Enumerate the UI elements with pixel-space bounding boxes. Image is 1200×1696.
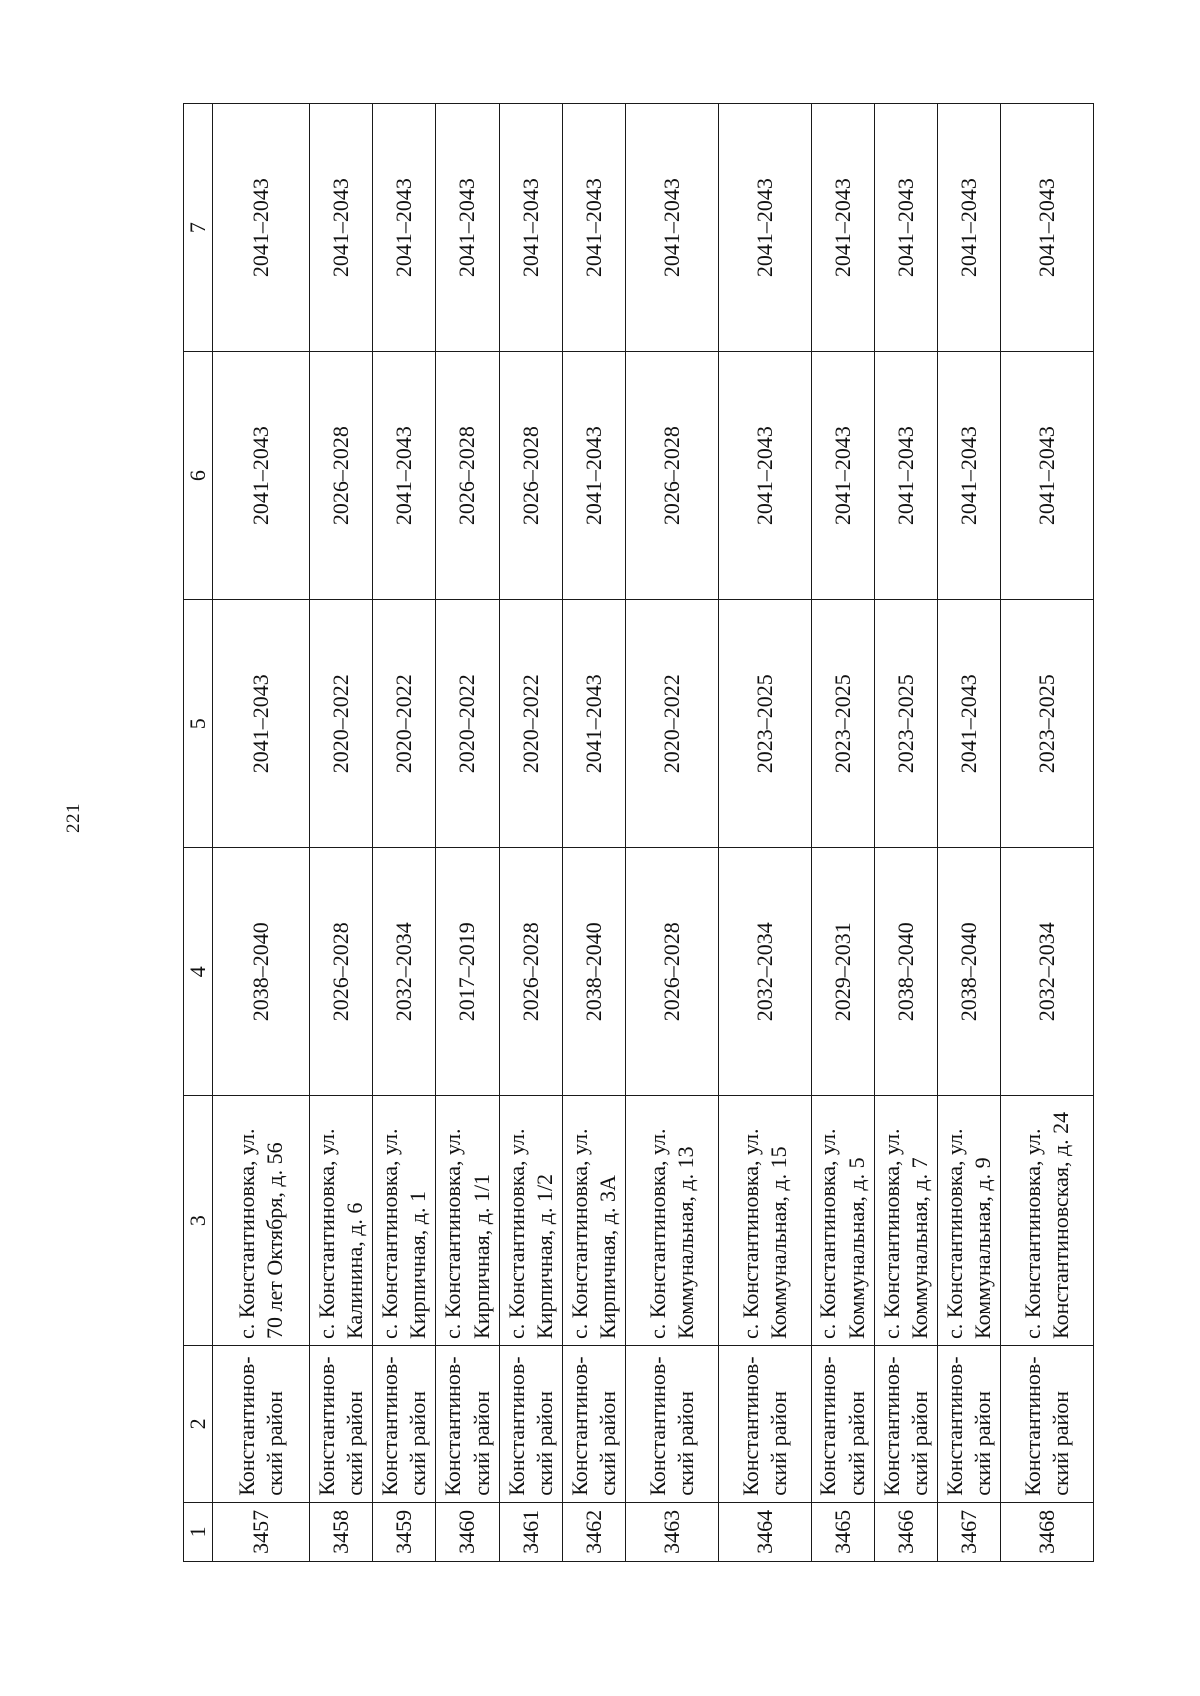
row-period-4: 2017–2019 — [436, 848, 499, 1096]
row-period-7: 2041–2043 — [499, 104, 562, 352]
row-district: Константинов-ский район — [310, 1345, 373, 1502]
data-table — [183, 103, 1094, 1562]
row-id: 3461 — [499, 1502, 562, 1561]
row-period-7: 2041–2043 — [562, 104, 625, 352]
row-period-6: 2026–2028 — [499, 352, 562, 600]
row-period-6: 2026–2028 — [310, 352, 373, 600]
row-period-7: 2041–2043 — [373, 104, 436, 352]
row-period-7: 2041–2043 — [436, 104, 499, 352]
table-row — [310, 104, 373, 1562]
header-col-3: 3 — [184, 1096, 213, 1346]
row-address: с. Константиновка, ул. Коммунальная, д. 13 — [626, 1096, 719, 1346]
row-period-5: 2041–2043 — [937, 600, 1000, 848]
row-period-5: 2023–2025 — [1001, 600, 1094, 848]
row-district: Константинов-ский район — [373, 1345, 436, 1502]
table-row — [937, 104, 1000, 1562]
row-period-4: 2029–2031 — [811, 848, 874, 1096]
row-address: с. Константиновка, ул. Кирпичная, д. 1/2 — [499, 1096, 562, 1346]
row-period-5: 2041–2043 — [562, 600, 625, 848]
row-period-6: 2041–2043 — [937, 352, 1000, 600]
row-district: Константинов-ский район — [874, 1345, 937, 1502]
row-period-4: 2038–2040 — [874, 848, 937, 1096]
table-row — [874, 104, 937, 1562]
header-col-5: 5 — [184, 600, 213, 848]
row-period-4: 2038–2040 — [937, 848, 1000, 1096]
row-address: с. Константиновка, ул. 70 лет Октября, д. 56 — [213, 1096, 310, 1346]
table-row — [499, 104, 562, 1562]
row-period-5: 2020–2022 — [373, 600, 436, 848]
header-col-6: 6 — [184, 352, 213, 600]
row-period-4: 2026–2028 — [310, 848, 373, 1096]
row-period-6: 2041–2043 — [811, 352, 874, 600]
row-period-7: 2041–2043 — [874, 104, 937, 352]
header-col-2: 2 — [184, 1345, 213, 1502]
row-period-5: 2020–2022 — [436, 600, 499, 848]
row-period-5: 2041–2043 — [213, 600, 310, 848]
row-period-4: 2032–2034 — [373, 848, 436, 1096]
row-period-5: 2020–2022 — [310, 600, 373, 848]
row-address: с. Константиновка, ул. Коммунальная, д. 7 — [874, 1096, 937, 1346]
row-address: с. Константиновка, ул. Калинина, д. 6 — [310, 1096, 373, 1346]
row-id: 3464 — [718, 1502, 811, 1561]
row-district: Константинов-ский район — [626, 1345, 719, 1502]
row-period-7: 2041–2043 — [811, 104, 874, 352]
row-address: с. Константиновка, ул. Коммунальная, д. 15 — [718, 1096, 811, 1346]
row-period-7: 2041–2043 — [937, 104, 1000, 352]
row-address: с. Константиновка, ул. Коммунальная, д. 9 — [937, 1096, 1000, 1346]
table-row — [626, 104, 719, 1562]
row-period-6: 2041–2043 — [213, 352, 310, 600]
row-period-5: 2023–2025 — [718, 600, 811, 848]
header-col-7: 7 — [184, 104, 213, 352]
row-id: 3458 — [310, 1502, 373, 1561]
row-period-6: 2041–2043 — [874, 352, 937, 600]
table-row — [562, 104, 625, 1562]
row-id: 3459 — [373, 1502, 436, 1561]
row-period-6: 2041–2043 — [373, 352, 436, 600]
row-period-4: 2032–2034 — [718, 848, 811, 1096]
header-col-1: 1 — [184, 1502, 213, 1561]
row-period-7: 2041–2043 — [1001, 104, 1094, 352]
header-row — [184, 104, 213, 1562]
row-id: 3463 — [626, 1502, 719, 1561]
row-id: 3460 — [436, 1502, 499, 1561]
row-period-5: 2023–2025 — [874, 600, 937, 848]
row-district: Константинов-ский район — [1001, 1345, 1094, 1502]
row-district: Константинов-ский район — [213, 1345, 310, 1502]
table-row — [718, 104, 811, 1562]
row-district: Константинов-ский район — [436, 1345, 499, 1502]
row-district: Константинов-ский район — [937, 1345, 1000, 1502]
row-period-5: 2020–2022 — [499, 600, 562, 848]
table-row — [1001, 104, 1094, 1562]
row-period-6: 2026–2028 — [436, 352, 499, 600]
header-col-4: 4 — [184, 848, 213, 1096]
row-id: 3466 — [874, 1502, 937, 1561]
row-period-4: 2032–2034 — [1001, 848, 1094, 1096]
row-district: Константинов-ский район — [811, 1345, 874, 1502]
table-body — [213, 104, 1094, 1562]
row-address: с. Константиновка, ул. Коммунальная, д. 5 — [811, 1096, 874, 1346]
row-address: с. Константиновка, ул. Кирпичная, д. 3А — [562, 1096, 625, 1346]
row-address: с. Константиновка, ул. Кирпичная, д. 1/1 — [436, 1096, 499, 1346]
row-id: 3462 — [562, 1502, 625, 1561]
row-period-5: 2020–2022 — [626, 600, 719, 848]
row-period-4: 2038–2040 — [213, 848, 310, 1096]
row-period-6: 2041–2043 — [562, 352, 625, 600]
row-id: 3468 — [1001, 1502, 1094, 1561]
row-id: 3467 — [937, 1502, 1000, 1561]
row-period-5: 2023–2025 — [811, 600, 874, 848]
page-number: 221 — [63, 803, 84, 833]
row-id: 3465 — [811, 1502, 874, 1561]
table-row — [373, 104, 436, 1562]
row-period-7: 2041–2043 — [718, 104, 811, 352]
row-period-4: 2038–2040 — [562, 848, 625, 1096]
row-address: с. Константиновка, ул. Кирпичная, д. 1 — [373, 1096, 436, 1346]
row-period-6: 2026–2028 — [626, 352, 719, 600]
row-id: 3457 — [213, 1502, 310, 1561]
row-district: Константинов-ский район — [499, 1345, 562, 1502]
row-period-4: 2026–2028 — [626, 848, 719, 1096]
row-period-6: 2041–2043 — [1001, 352, 1094, 600]
row-period-4: 2026–2028 — [499, 848, 562, 1096]
row-period-6: 2041–2043 — [718, 352, 811, 600]
row-address: с. Константиновка, ул. Константиновская, д. 24 — [1001, 1096, 1094, 1346]
row-period-7: 2041–2043 — [626, 104, 719, 352]
table-row — [213, 104, 310, 1562]
row-period-7: 2041–2043 — [213, 104, 310, 352]
row-period-7: 2041–2043 — [310, 104, 373, 352]
table-row — [436, 104, 499, 1562]
table-row — [811, 104, 874, 1562]
row-district: Константинов-ский район — [718, 1345, 811, 1502]
row-district: Константинов-ский район — [562, 1345, 625, 1502]
rotated-table-container — [183, 103, 1094, 1562]
